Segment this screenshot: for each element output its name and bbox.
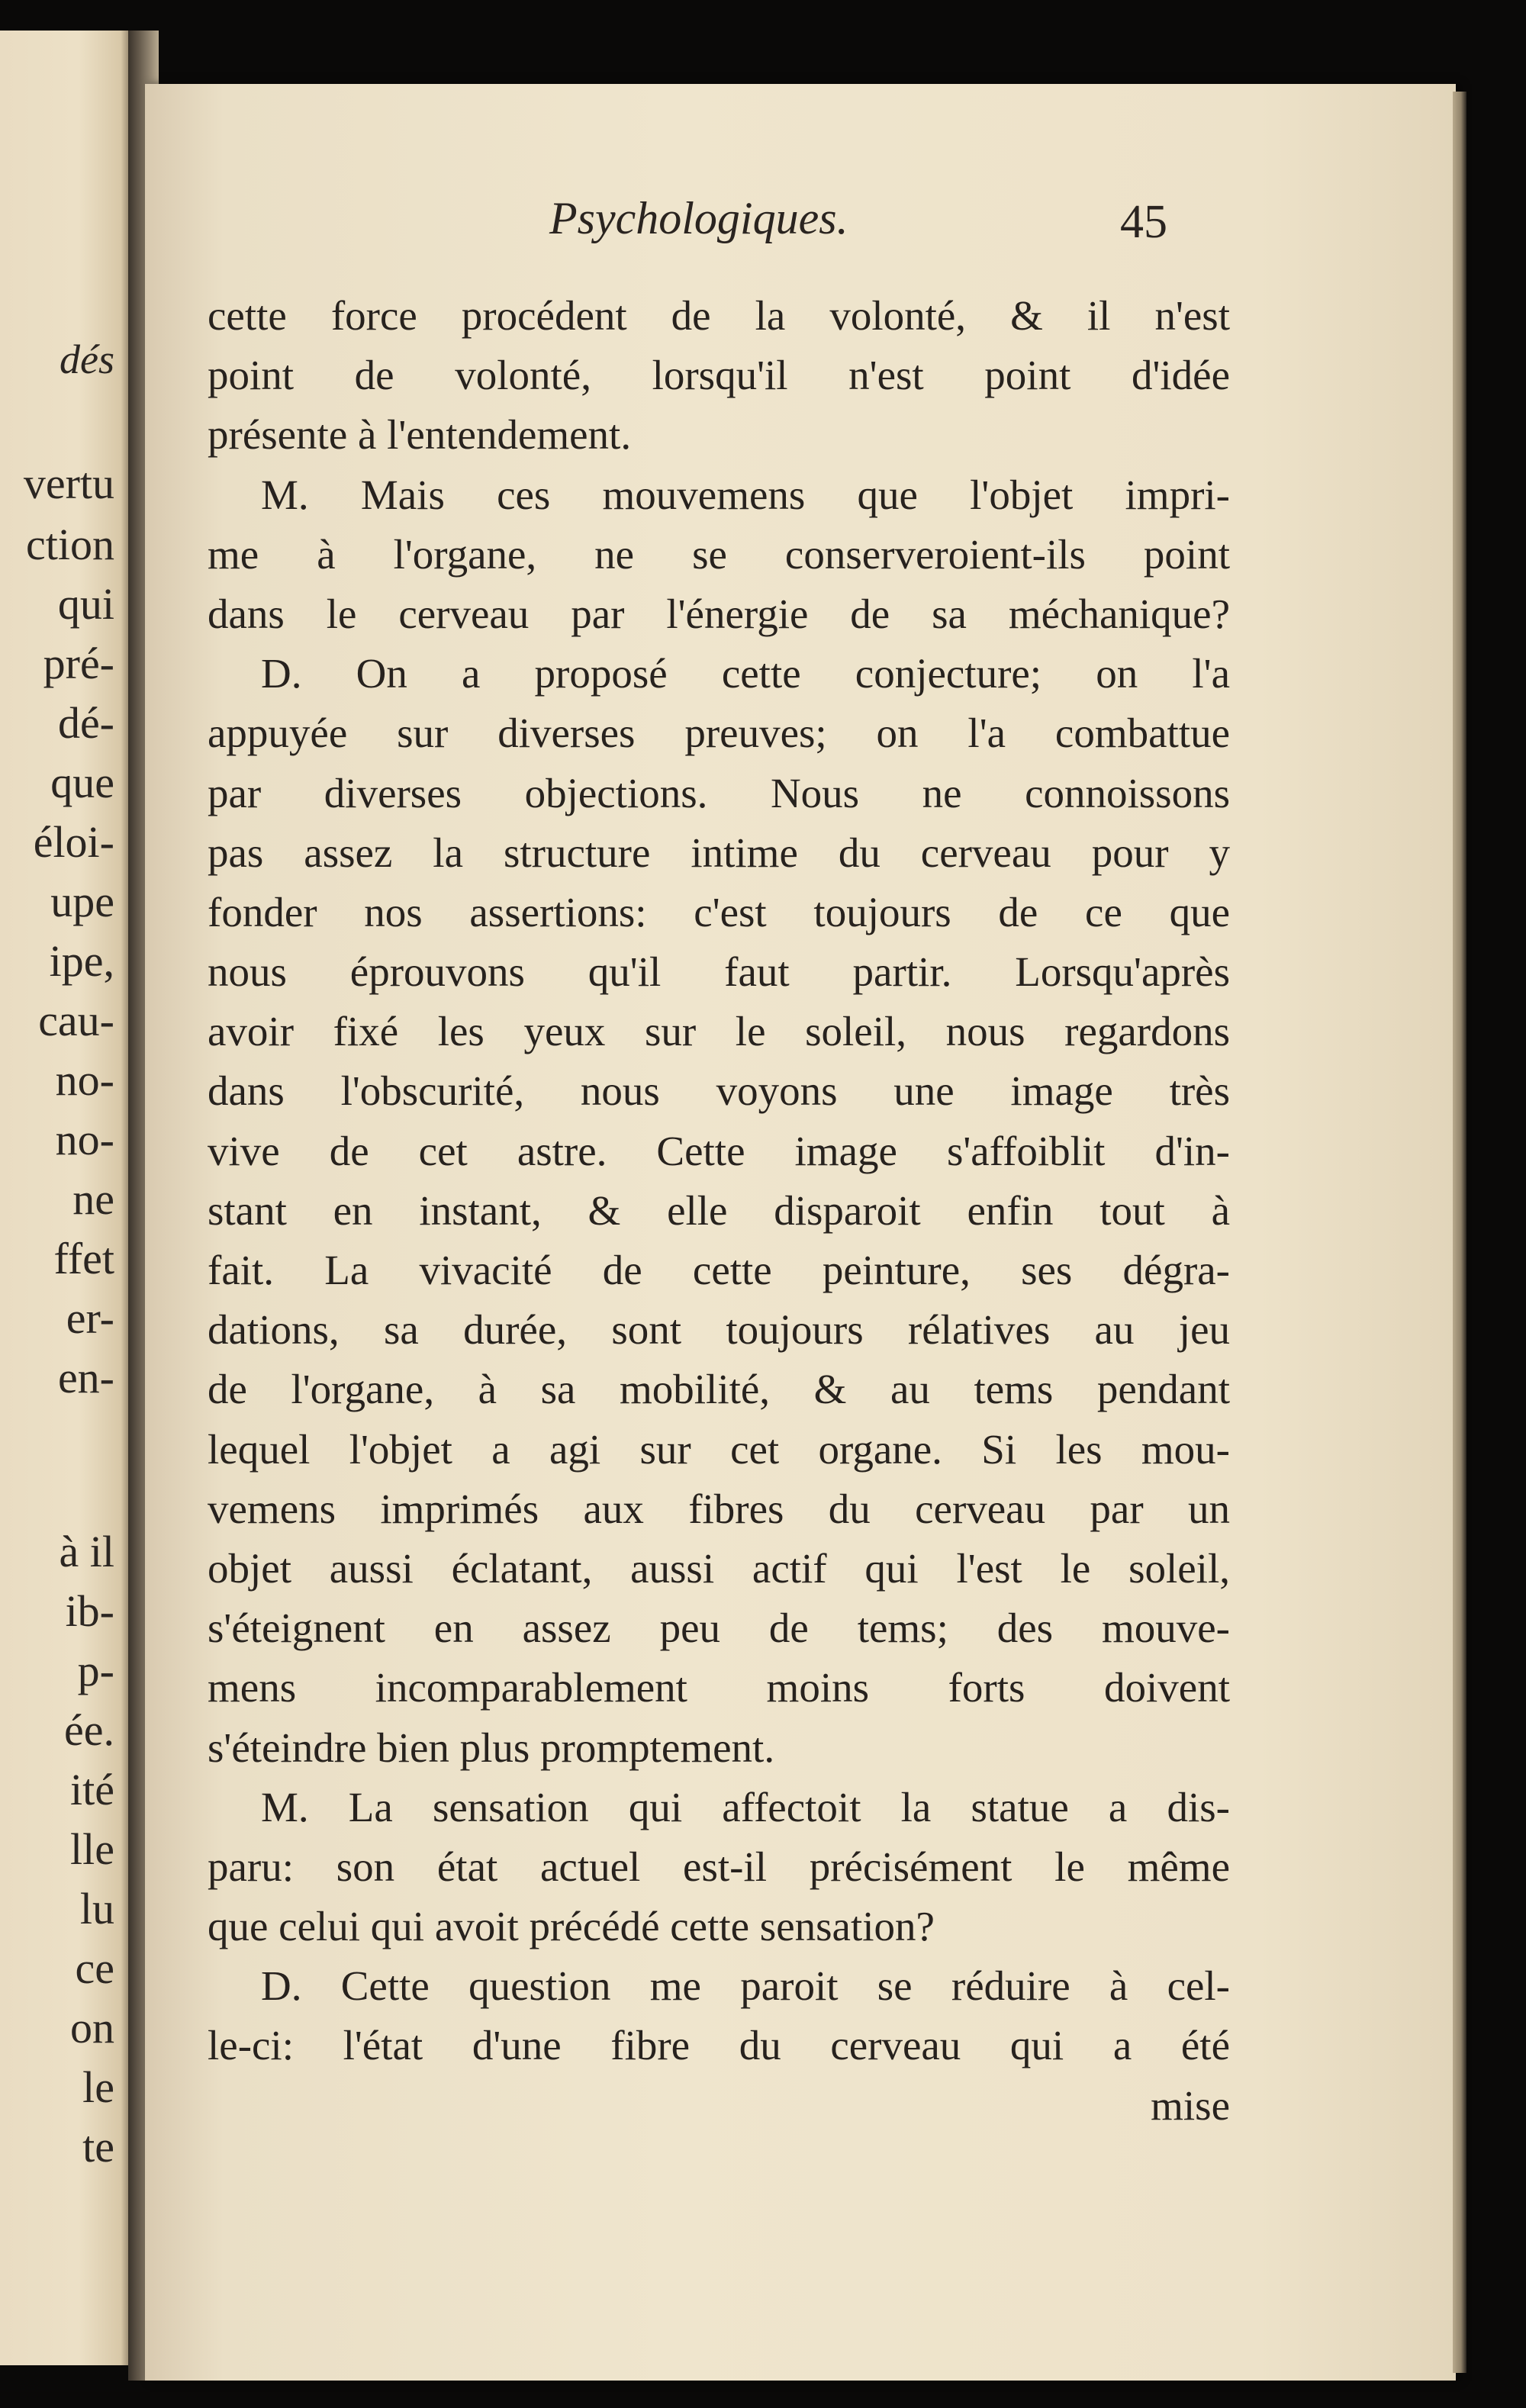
text-line: que celui qui avoit précédé cette sensation? <box>208 1903 935 1950</box>
left-page-text-fragment: ité <box>70 1765 114 1814</box>
left-page-text-fragment: pré- <box>43 639 114 688</box>
left-page-text-fragment: ée. <box>64 1705 114 1755</box>
text-line: objet aussi éclatant, aussi actif qui l'est le soleil, <box>208 1544 1230 1592</box>
text-line: cette force procédent de la volonté, & il n'est <box>208 292 1230 339</box>
text-line: le-ci: l'état d'une fibre du cerveau qui a été <box>208 2022 1230 2069</box>
body-text <box>208 286 1230 2136</box>
text-line: mens incomparablement moins forts doivent <box>208 1664 1230 1711</box>
text-line: avoir fixé les yeux sur le soleil, nous regardons <box>208 1008 1230 1055</box>
text-line: de l'organe, à sa mobilité, & au tems pendant <box>208 1366 1230 1413</box>
text-line: me à l'organe, ne se conserveroient-ils point <box>208 530 1230 578</box>
text-line: dans l'obscurité, nous voyons une image très <box>208 1067 1230 1115</box>
text-line: fait. La vivacité de cette peinture, ses dégra- <box>208 1247 1230 1293</box>
left-page-text-fragment: upe <box>50 877 114 926</box>
page-number: 45 <box>1120 196 1167 248</box>
text-line: s'éteindre bien plus promptement. <box>208 1724 775 1771</box>
text-line: stant en instant, & elle disparoit enfin tout à <box>208 1186 1230 1234</box>
text-line: appuyée sur diverses preuves; on l'a combattue <box>208 710 1230 757</box>
left-page-text-fragment: que <box>50 758 114 807</box>
left-page-text-fragment: ipe, <box>49 936 114 986</box>
left-page-text-fragment: on <box>70 2003 114 2052</box>
text-line: lequel l'objet a agi sur cet organe. Si les mou- <box>208 1425 1230 1473</box>
left-page-text-fragment: ib- <box>65 1586 114 1636</box>
left-page-text-fragment: à il <box>59 1527 114 1576</box>
left-page-text-fragment: ction <box>26 520 114 569</box>
left-page-text-fragment: qui <box>57 579 114 629</box>
text-line: vemens imprimés aux fibres du cerveau par un <box>208 1485 1230 1532</box>
page-edge <box>1453 92 1466 2373</box>
text-line: paru: son état actuel est-il précisément le même <box>208 1843 1230 1890</box>
text-line: par diverses objections. Nous ne connoissons <box>208 769 1230 816</box>
left-facing-page <box>0 31 131 2365</box>
text-line: fonder nos assertions: c'est toujours de ce que <box>208 888 1230 935</box>
text-line: pas assez la structure intime du cerveau pour y <box>208 829 1230 876</box>
left-page-text-fragment: ce <box>75 1943 114 1993</box>
text-line: D. Cette question me paroit se réduire à cel- <box>261 1962 1230 2010</box>
text-line: M. Mais ces mouvemens que l'objet impri- <box>261 471 1230 518</box>
text-line: M. La sensation qui affectoit la statue a dis- <box>261 1783 1230 1830</box>
text-line: dans le cerveau par l'énergie de sa méchanique? <box>208 590 1230 637</box>
left-page-text-fragment: en- <box>57 1353 114 1402</box>
text-line: D. On a proposé cette conjecture; on l'a <box>261 650 1230 697</box>
running-head: Psychologiques. <box>549 193 848 243</box>
left-page-text-fragment: er- <box>66 1293 114 1343</box>
left-page-text-fragment: cau- <box>38 996 114 1045</box>
left-page-text-fragment: lle <box>70 1824 114 1874</box>
left-page-text-fragment: no- <box>55 1055 114 1105</box>
left-page-text-fragment: p- <box>77 1646 114 1695</box>
left-page-text-fragment: ffet <box>53 1234 114 1283</box>
left-page-text-fragment: te <box>82 2122 114 2171</box>
left-page-text-fragment: le <box>82 2062 114 2112</box>
left-page-text-fragment: no- <box>55 1115 114 1164</box>
left-page-text-fragment: dés <box>60 336 114 382</box>
text-line: dations, sa durée, sont toujours rélatives au jeu <box>208 1306 1230 1354</box>
left-page-text-fragment: éloi- <box>33 817 114 867</box>
text-line: point de volonté, lorsqu'il n'est point d'idée <box>208 352 1230 399</box>
text-line: présente à l'entendement. <box>208 411 632 459</box>
left-page-text-fragment: lu <box>79 1884 114 1933</box>
text-line: s'éteignent en assez peu de tems; des mouve- <box>208 1605 1230 1652</box>
left-page-text-fragment: ne <box>72 1174 114 1224</box>
left-page-text-fragment: dé- <box>57 698 114 748</box>
text-line: nous éprouvons qu'il faut partir. Lorsqu'après <box>208 948 1230 996</box>
left-page-text-fragment: vertu <box>23 459 114 508</box>
catchword: mise <box>1151 2081 1230 2129</box>
text-line: vive de cet astre. Cette image s'affoiblit d'in- <box>208 1127 1230 1174</box>
